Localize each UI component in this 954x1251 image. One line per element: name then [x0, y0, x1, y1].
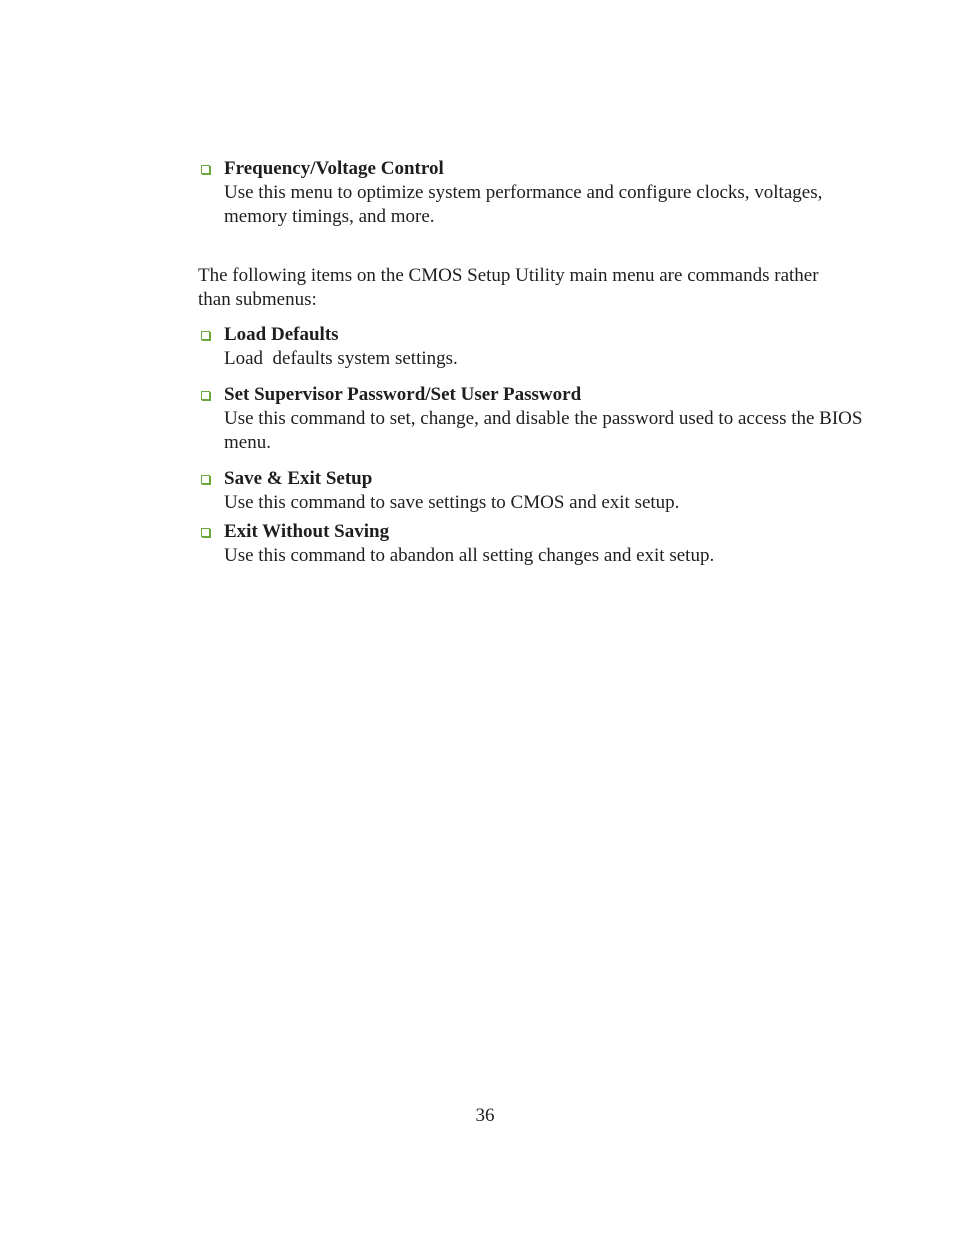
item-title: Exit Without Saving: [224, 521, 390, 542]
square-bullet-icon: [201, 528, 210, 537]
item-description: Use this command to save settings to CMOS and exit setup.: [224, 492, 680, 513]
item-description: Use this command to set, change, and disable the password used to access the BIOS menu.: [224, 408, 868, 453]
square-bullet-icon: [201, 165, 210, 174]
item-title: Frequency/Voltage Control: [224, 158, 444, 179]
item-description: Use this command to abandon all setting changes and exit setup.: [224, 545, 715, 566]
page-number: 36: [475, 1105, 495, 1126]
item-title: Load Defaults: [224, 324, 339, 345]
item-title: Set Supervisor Password/Set User Password: [224, 384, 582, 405]
square-bullet-icon: [201, 331, 210, 340]
intro-paragraph: The following items on the CMOS Setup Utility main menu are commands rather than submenus:: [198, 265, 819, 310]
item-description: Load defaults system settings.: [224, 348, 458, 369]
square-bullet-icon: [201, 391, 210, 400]
square-bullet-icon: [201, 475, 210, 484]
item-description: Use this menu to optimize system performance and configure clocks, voltages, memory timings, and more.: [224, 182, 828, 227]
item-title: Save & Exit Setup: [224, 468, 373, 489]
